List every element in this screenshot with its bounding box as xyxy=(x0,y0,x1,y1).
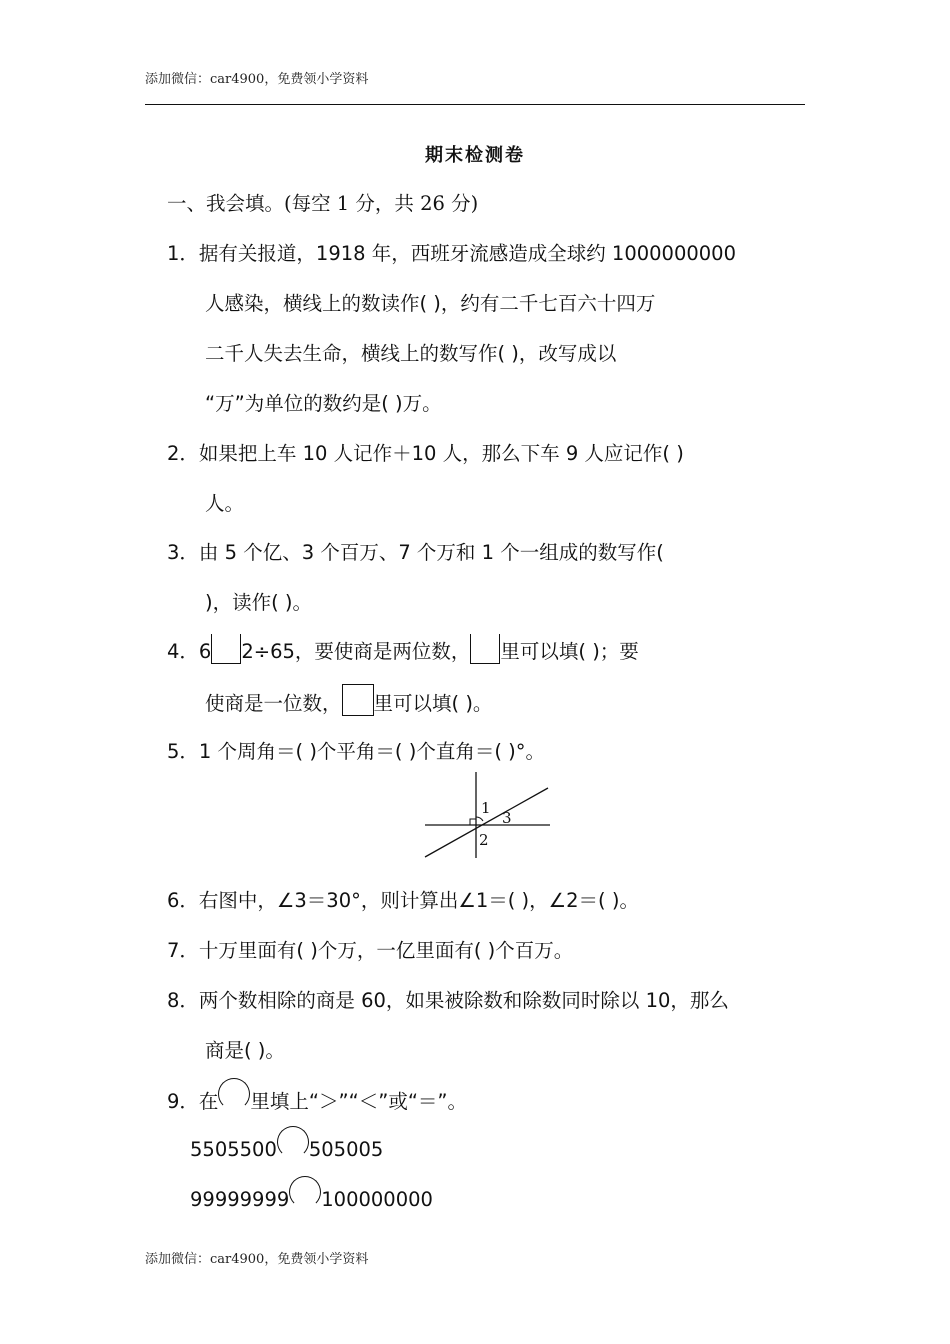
label-2: 2 xyxy=(479,831,489,849)
q6-line1: 6．右图中，∠3＝30°，则计算出∠1＝( )，∠2＝( )。 xyxy=(167,889,639,912)
angle-arc-icon xyxy=(476,817,483,821)
q9-row2-left: 99999999 xyxy=(190,1188,290,1211)
label-1: 1 xyxy=(481,799,491,817)
q4-end: 里可以填( )；要 xyxy=(500,640,639,663)
q9-rest: 里填上“＞”“＜”或“＝”。 xyxy=(250,1090,468,1113)
q1-line2: 人感染，横线上的数读作( )，约有二千七百六十四万 xyxy=(205,292,656,315)
q4-line2 xyxy=(205,684,492,716)
compare-circle-icon xyxy=(277,1126,309,1158)
q9-row1-right: 505005 xyxy=(308,1138,384,1161)
q1-line3: 二千人失去生命，横线上的数写作( )，改写成以 xyxy=(205,342,617,365)
q2-line1: 2．如果把上车 10 人记作＋10 人，那么下车 9 人应记作( ) xyxy=(167,442,684,465)
right-angle-mark-icon xyxy=(470,819,476,825)
q9-row1 xyxy=(190,1126,383,1161)
q9-lead: 9．在 xyxy=(167,1090,219,1113)
q4-line2b: 里可以填( )。 xyxy=(373,692,493,715)
compare-circle-icon xyxy=(289,1176,321,1208)
q5-line1: 5．1 个周角＝( )个平角＝( )个直角＝( )°。 xyxy=(167,740,546,763)
q9-line1 xyxy=(167,1078,467,1114)
q8-line1: 8．两个数相除的商是 60，如果被除数和除数同时除以 10，那么 xyxy=(167,989,729,1012)
q4-line2a: 使商是一位数， xyxy=(205,692,342,715)
blank-box-icon xyxy=(470,634,500,664)
angle-figure xyxy=(420,770,555,862)
q3-line2: )，读作( )。 xyxy=(205,591,313,614)
q8-line2: 商是( )。 xyxy=(205,1039,285,1062)
q2-line2: 人。 xyxy=(205,492,245,515)
q7-line1: 7．十万里面有( )个万，一亿里面有( )个百万。 xyxy=(167,939,574,962)
q1-line1: 1．据有关报道，1918 年，西班牙流感造成全球约 1000000000 xyxy=(167,242,736,265)
header-text: 添加微信：car4900，免费领小学资料 xyxy=(145,72,369,87)
page-title: 期末检测卷 xyxy=(425,145,525,166)
label-3: 3 xyxy=(502,809,512,827)
q1-line4: “万”为单位的数约是( )万。 xyxy=(205,392,442,415)
q9-row2-right: 100000000 xyxy=(321,1188,433,1211)
blank-box-icon xyxy=(211,634,241,664)
header-divider xyxy=(145,104,805,105)
q4-number: 4．6 xyxy=(167,640,212,663)
section-heading: 一、我会填。(每空 1 分，共 26 分) xyxy=(167,192,479,215)
blank-box-icon xyxy=(342,684,374,716)
q9-row2 xyxy=(190,1176,433,1211)
q3-line1: 3．由 5 个亿、3 个百万、7 个万和 1 个一组成的数写作( xyxy=(167,541,664,564)
q4-line1 xyxy=(167,634,639,664)
q4-mid: 2÷65，要使商是两位数， xyxy=(241,640,471,663)
compare-circle-icon xyxy=(218,1078,250,1110)
footer-text: 添加微信：car4900，免费领小学资料 xyxy=(145,1252,369,1267)
q9-row1-left: 5505500 xyxy=(190,1138,277,1161)
